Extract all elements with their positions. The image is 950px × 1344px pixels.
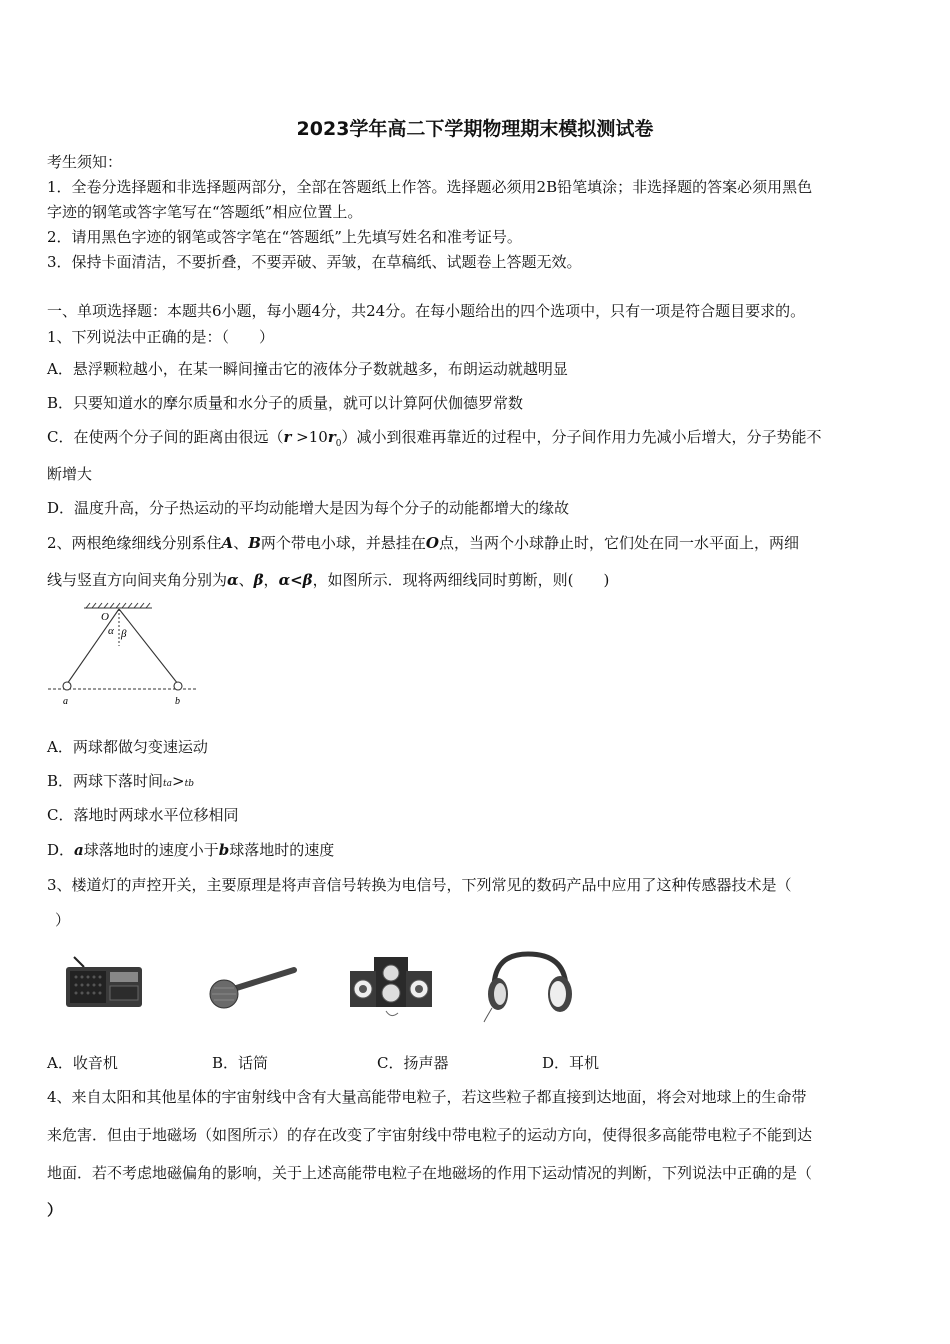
q3-stem-line1: 3、楼道灯的声控开关，主要原理是将声音信号转换为电信号，下列常见的数码产品中应用了这种传感器技术是（: [47, 876, 792, 894]
q1-option-d: D．温度升高，分子热运动的平均动能增大是因为每个分子的动能都增大的缘故: [47, 499, 570, 517]
notice-item-1: 1．全卷分选择题和非选择题两部分，全部在答题纸上作答。选择题必须用2B铅笔填涂；非选择题的答案必须用黑色: [47, 178, 813, 196]
q2-option-a: A．两球都做匀变速运动: [47, 738, 208, 756]
speaker-image: [346, 953, 436, 1023]
ball-a: [63, 682, 71, 690]
q1-option-a: A．悬浮颗粒越小，在某一瞬间撞击它的液体分子数就越多，布朗运动就越明显: [47, 360, 568, 378]
microphone-image: [200, 962, 300, 1012]
q3-option-c: C．扬声器: [377, 1054, 449, 1072]
q2-option-c: C．落地时两球水平位移相同: [47, 806, 239, 824]
label-beta: β: [121, 628, 127, 640]
q2-stem-line2: 线与竖直方向间夹角分别为α、β，α<β，如图所示．现将两细线同时剪断，则( ): [47, 571, 610, 589]
q4-stem-line4: ）: [47, 1201, 63, 1219]
q4-stem-line3: 地面．若不考虑地磁偏角的影响，关于上述高能带电粒子在地磁场的作用下运动情况的判断，下列说法中正确的是（: [47, 1164, 813, 1182]
headphones-image: [478, 948, 578, 1024]
label-a: a: [63, 696, 68, 707]
q1-option-c: C．在使两个分子间的距离由很远$(r >10r_0)$减小到很难再靠近的过程中，分子间作用力先减小后增大，分子势能不: [47, 428, 822, 449]
q2-option-d: D．a球落地时的速度小于b球落地时的速度: [47, 841, 335, 859]
notice-item-1-cont: 字迹的钢笔或答字笔写在“答题纸”相应位置上。: [47, 203, 363, 221]
notice-heading: 考生须知：: [47, 153, 123, 171]
notice-item-2: 2．请用黑色字迹的钢笔或答字笔在“答题纸”上先填写姓名和准考证号。: [47, 228, 522, 246]
string-b: [119, 609, 178, 684]
q3-options-row: [47, 1053, 747, 1073]
q4-stem-line2: 来危害．但由于地磁场（如图所示）的存在改变了宇宙射线中带电粒子的运动方向，使得很多高能带电粒子不能到达: [47, 1126, 813, 1144]
q1-option-c-cont: 断增大: [47, 465, 93, 483]
string-a: [67, 609, 119, 684]
label-b: b: [175, 696, 180, 707]
label-o: O: [101, 611, 109, 623]
q3-stem-line2: ）: [55, 911, 71, 929]
q2-option-b: B．两球下落时间ta>tb: [47, 772, 194, 790]
notice-item-3: 3．保持卡面清洁，不要折叠，不要弄破、弄皱，在草稿纸、试题卷上答题无效。: [47, 253, 582, 271]
ball-b: [174, 682, 182, 690]
section-heading: 一、单项选择题：本题共6小题，每小题4分，共24分。在每小题给出的四个选项中，只有一项是符合题目要求的。: [47, 302, 806, 320]
q3-option-a: A．收音机: [47, 1054, 118, 1072]
q2-pendulum-figure: [44, 600, 204, 712]
q3-option-d: D．耳机: [542, 1054, 600, 1072]
radio-image: [62, 955, 146, 1011]
q2-stem-line1: 2、两根绝缘细线分别系住A、B两个带电小球，并悬挂在O点，当两个小球静止时，它们处在同一水平面上，两细: [47, 534, 799, 552]
page-title: 2023学年高二下学期物理期末模拟测试卷: [296, 118, 654, 140]
q4-stem-line1: 4、来自太阳和其他星体的宇宙射线中含有大量高能带电粒子，若这些粒子都直接到达地面，将会对地球上的生命带: [47, 1088, 807, 1106]
ceiling-hatch: [84, 603, 152, 608]
q3-option-b: B．话筒: [212, 1054, 269, 1072]
q1-option-b: B．只要知道水的摩尔质量和水分子的质量，就可以计算阿伏伽德罗常数: [47, 394, 524, 412]
label-alpha: α: [108, 625, 114, 637]
q1-stem: 1、下列说法中正确的是：（ ）: [47, 328, 275, 346]
